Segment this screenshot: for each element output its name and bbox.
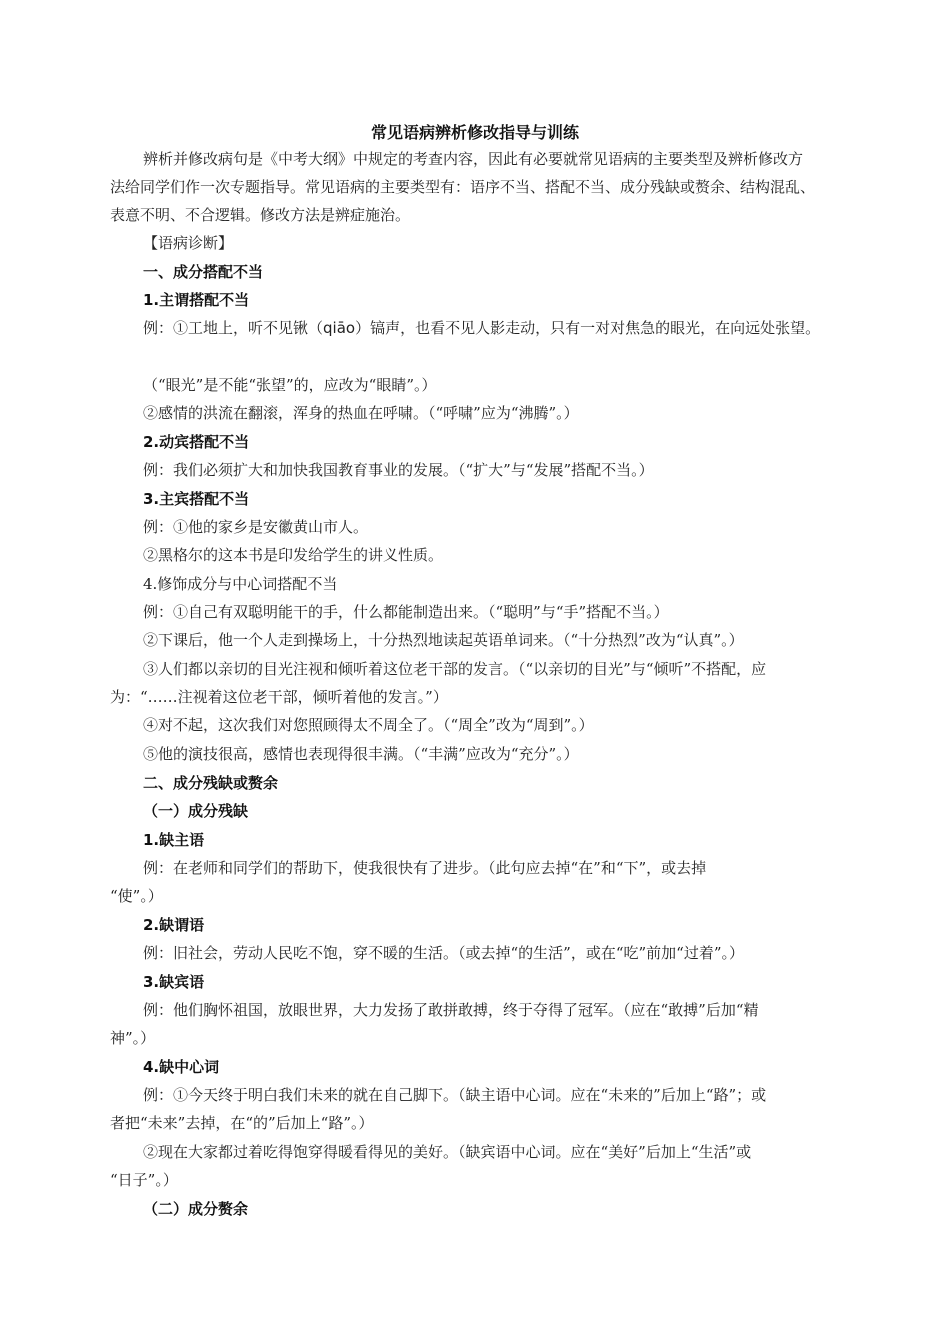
example-line: ⑤他的演技很高，感情也表现得很丰满。（“丰满”应改为“充分”。） — [143, 745, 579, 763]
part-heading: （二）成分赘余 — [143, 1200, 249, 1218]
example-line: 例：①他的家乡是安徽黄山市人。 — [143, 518, 369, 536]
pinyin-text: qiāo — [323, 319, 356, 337]
subsection-heading: 1.主谓搭配不当 — [143, 291, 250, 309]
example-line: ③人们都以亲切的目光注视和倾听着这位老干部的发言。（“以亲切的目光”与“倾听”不搭配，应 — [143, 660, 767, 678]
example-line — [143, 318, 820, 338]
subsection-heading: 4.缺中心词 — [143, 1058, 220, 1076]
example-text: ）镐声，也看不见人影走动，只有一对对焦急的眼光，在向远处张望。 — [355, 319, 821, 337]
example-line: ②现在大家都过着吃得饱穿得暖看得见的美好。（缺宾语中心词。应在“美好”后加上“生活”或 — [143, 1143, 752, 1161]
example-line: 例：我们必须扩大和加快我国教育事业的发展。（“扩大”与“发展”搭配不当。） — [143, 461, 654, 479]
example-line: ②感情的洪流在翻滚，浑身的热血在呼啸。（“呼啸”应为“沸腾”。） — [143, 404, 579, 422]
example-line: 神”。） — [110, 1029, 156, 1047]
subsection-heading: 4.修饰成分与中心词搭配不当 — [143, 575, 338, 593]
document-title: 常见语病辨析修改指导与训练 — [370, 123, 579, 142]
example-line: 例：旧社会，劳动人民吃不饱，穿不暖的生活。（或去掉“的生活”，或在“吃”前加“过着”。） — [143, 944, 745, 962]
example-line: 为：“……注视着这位老干部，倾听着他的发言。”） — [110, 688, 448, 706]
part-heading: （一）成分残缺 — [143, 802, 249, 820]
subsection-heading: 1.缺主语 — [143, 831, 205, 849]
subsection-heading: 2.动宾搭配不当 — [143, 433, 250, 451]
example-line: 例：他们胸怀祖国，放眼世界，大力发扬了敢拼敢搏，终于夺得了冠军。（应在“敢搏”后加“精 — [143, 1001, 759, 1019]
example-text: 例：①工地上，听不见锹（ — [143, 319, 324, 337]
intro-line-2: 法给同学们作一次专题指导。常见语病的主要类型有：语序不当、搭配不当、成分残缺或赘余、结构混乱、 — [110, 178, 816, 196]
intro-line-1: 辨析并修改病句是《中考大纲》中规定的考查内容，因此有必要就常见语病的主要类型及辨析修改方 — [143, 150, 804, 168]
section-2-heading: 二、成分残缺或赘余 — [143, 774, 279, 792]
example-line: 例：①今天终于明白我们未来的就在自己脚下。（缺主语中心词。应在“未来的”后加上“路”；或 — [143, 1086, 767, 1104]
example-line: ②下课后，他一个人走到操场上，十分热烈地读起英语单词来。（“十分热烈”改为“认真”。） — [143, 631, 744, 649]
example-line: 例：在老师和同学们的帮助下，使我很快有了进步。（此句应去掉“在”和“下”，或去掉 — [143, 859, 707, 877]
example-line: （“眼光”是不能“张望”的，应改为“眼睛”。） — [143, 376, 437, 394]
example-line: “日子”。） — [110, 1171, 178, 1189]
section-tag: 【语病诊断】 — [143, 234, 234, 252]
example-line: ④对不起，这次我们对您照顾得太不周全了。（“周全”改为“周到”。） — [143, 716, 594, 734]
example-line: 例：①自己有双聪明能干的手，什么都能制造出来。（“聪明”与“手”搭配不当。） — [143, 603, 669, 621]
subsection-heading: 2.缺谓语 — [143, 916, 205, 934]
example-line: 者把“未来”去掉，在“的”后加上“路”。） — [110, 1114, 374, 1132]
section-1-heading: 一、成分搭配不当 — [143, 263, 264, 281]
example-line: ②黑格尔的这本书是印发给学生的讲义性质。 — [143, 546, 444, 564]
subsection-heading: 3.缺宾语 — [143, 973, 205, 991]
subsection-heading: 3.主宾搭配不当 — [143, 490, 250, 508]
example-line: “使”。） — [110, 887, 163, 905]
intro-line-3: 表意不明、不合逻辑。修改方法是辨症施治。 — [110, 206, 411, 224]
